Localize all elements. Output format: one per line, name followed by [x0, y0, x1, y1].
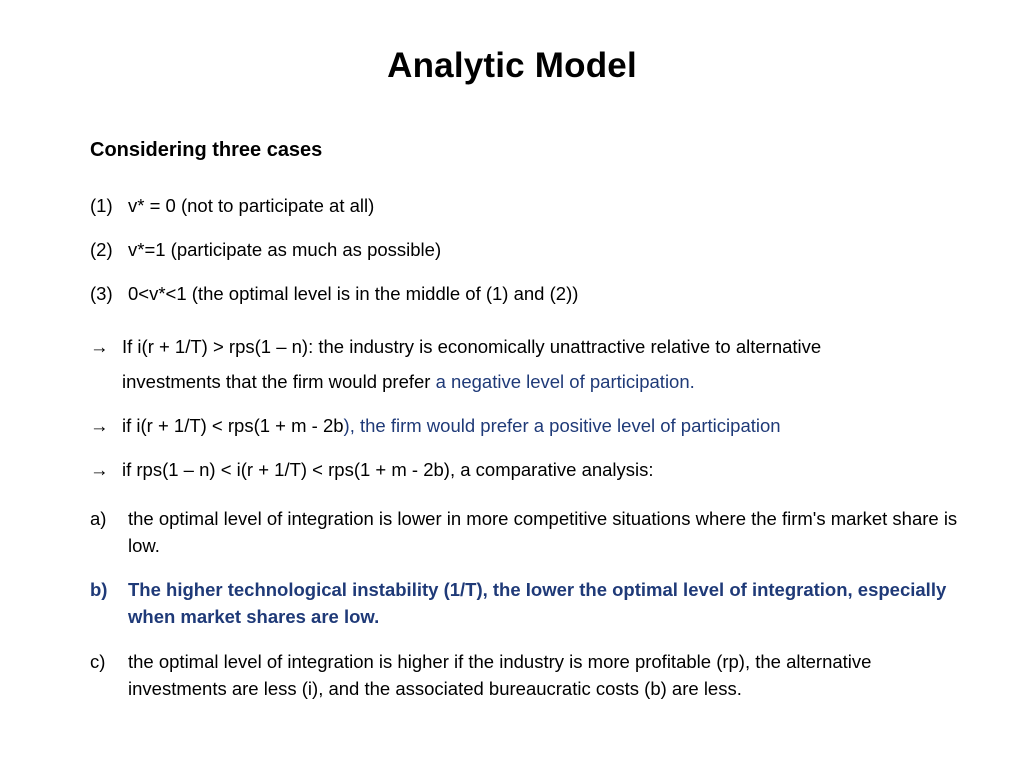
case-number: (1) — [90, 195, 113, 216]
section-subtitle: Considering three cases — [90, 139, 323, 161]
case-number: (3) — [90, 283, 113, 304]
slide-title: Analytic Model — [387, 46, 637, 85]
arrow-bullet-2 — [90, 408, 950, 444]
arrow-bullet-text — [122, 452, 942, 487]
arrow-bullet-text — [122, 329, 942, 399]
case-item-3 — [90, 283, 578, 305]
case-item-1 — [90, 195, 374, 217]
right-arrow-icon: → — [90, 336, 109, 357]
point-text: the optimal level of integration is higher if the industry is more profitable (rp), the alternative investments are less (i), and the associated bureaucratic costs (b) are less. — [128, 651, 872, 699]
case-number: (2) — [90, 239, 113, 260]
point-marker: b) — [90, 579, 108, 600]
highlight-text: a negative level of participation. — [435, 371, 695, 392]
right-arrow-icon: → — [90, 459, 109, 480]
case-text: v*=1 (participate as much as possible) — [128, 239, 442, 260]
point-marker: c) — [90, 651, 106, 672]
arrow-bullet-line: investments that the firm would prefer — [122, 371, 436, 392]
arrow-bullet-line: if rps(1 – n) < i(r + 1/T) < rps(1 + m - 2b), a comparative analysis: — [122, 459, 654, 480]
point-marker: a) — [90, 508, 107, 529]
point-text: the optimal level of integration is lower in more competitive situations where the firm's market share is low. — [128, 508, 958, 556]
case-text: 0<v*<1 (the optimal level is in the middle of (1) and (2)) — [128, 283, 579, 304]
right-arrow-icon: → — [90, 415, 109, 436]
point-b — [90, 576, 960, 632]
highlight-text: ), the firm would prefer a positive level of participation — [343, 415, 781, 436]
point-a — [90, 505, 960, 561]
arrow-bullet-text — [122, 408, 942, 443]
arrow-bullet-1 — [90, 329, 950, 401]
point-text: The higher technological instability (1/T), the Iower the optimal level of integration, especially when market shares are low. — [128, 579, 947, 627]
arrow-bullet-line: If i(r + 1/T) > rps(1 – n): the industry is economically unattractive relative to alternative — [122, 336, 822, 357]
point-c — [90, 648, 960, 704]
arrow-bullet-3 — [90, 452, 950, 488]
arrow-bullet-line: if i(r + 1/T) < rps(1 + m - 2b — [122, 415, 344, 436]
case-item-2 — [90, 239, 441, 261]
case-text: v* = 0 (not to participate at all) — [128, 195, 375, 216]
